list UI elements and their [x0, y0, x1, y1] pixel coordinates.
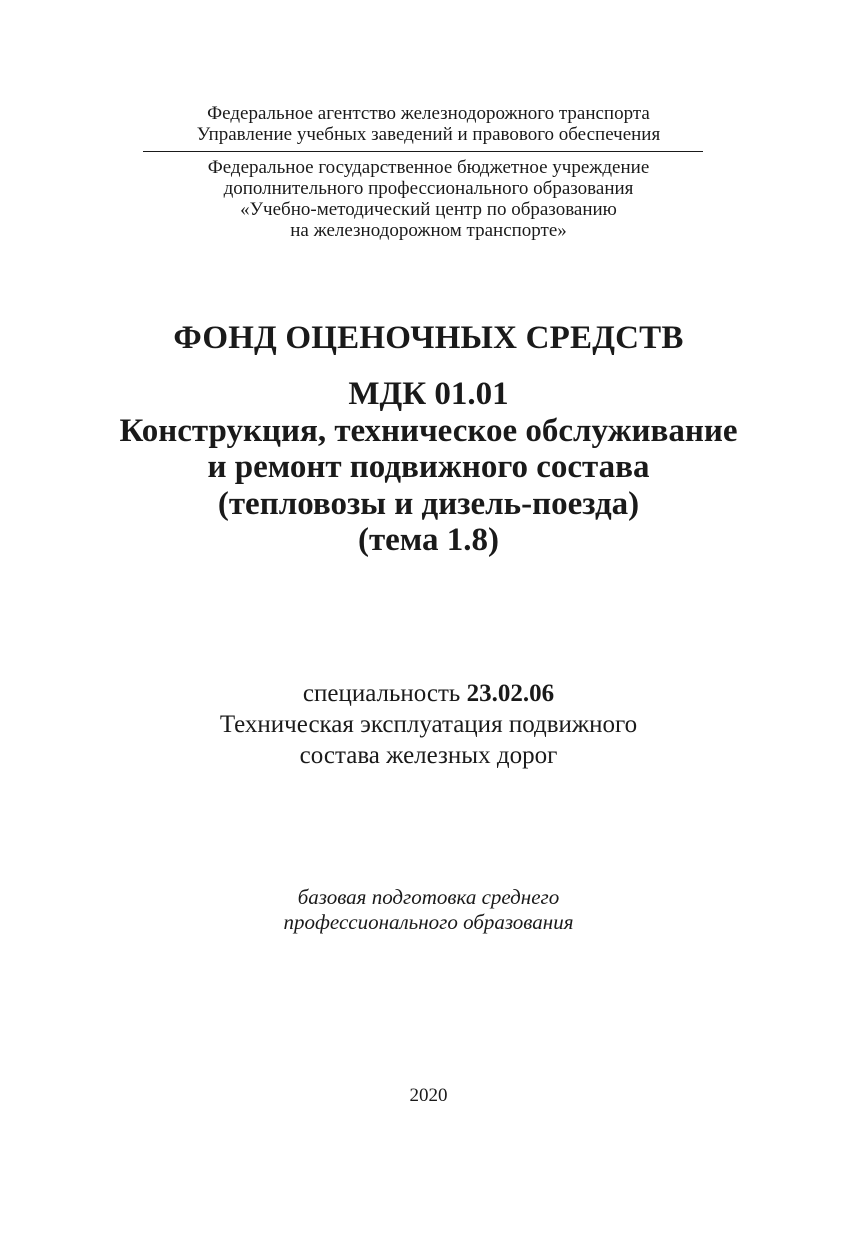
course-code: МДК 01.01	[348, 376, 509, 412]
specialty-line	[0, 678, 857, 709]
education-level-line: базовая подготовка среднего	[297, 885, 560, 909]
specialty-code: 23.02.06	[466, 680, 555, 707]
education-level-line: профессионального образования	[283, 910, 574, 934]
specialty-name-line: Техническая эксплуатация подвижного	[219, 711, 638, 738]
fund-title-text: ФОНД ОЦЕНОЧНЫХ СРЕДСТВ	[173, 320, 684, 356]
institution-line: «Учебно-методический центр по образованию	[240, 199, 617, 220]
specialty-name-line: состава железных дорог	[299, 742, 558, 769]
course-topic: (тема 1.8)	[357, 522, 500, 558]
agency-block	[0, 103, 857, 145]
specialty-block	[0, 678, 857, 771]
department-line: Управление учебных заведений и правового обеспечения	[196, 124, 661, 145]
course-name-line: (тепловозы и дизель-поезда)	[217, 485, 640, 522]
year-text: 2020	[409, 1085, 448, 1106]
institution-line: дополнительного профессионального образования	[223, 178, 634, 199]
education-level-block	[0, 885, 857, 935]
specialty-prefix: специальность	[302, 680, 467, 707]
institution-block	[0, 157, 857, 241]
institution-line: на железнодорожном транспорте»	[290, 220, 567, 241]
course-title	[0, 376, 857, 559]
institution-line: Федеральное государственное бюджетное учреждение	[207, 157, 650, 178]
course-name-line: и ремонт подвижного состава	[207, 449, 650, 485]
header-divider	[143, 151, 703, 152]
agency-line: Федеральное агентство железнодорожного транспорта	[207, 103, 650, 124]
course-name-line: Конструкция, техническое обслуживание	[119, 412, 738, 449]
publication-year	[0, 1084, 857, 1108]
document-title	[0, 318, 857, 358]
